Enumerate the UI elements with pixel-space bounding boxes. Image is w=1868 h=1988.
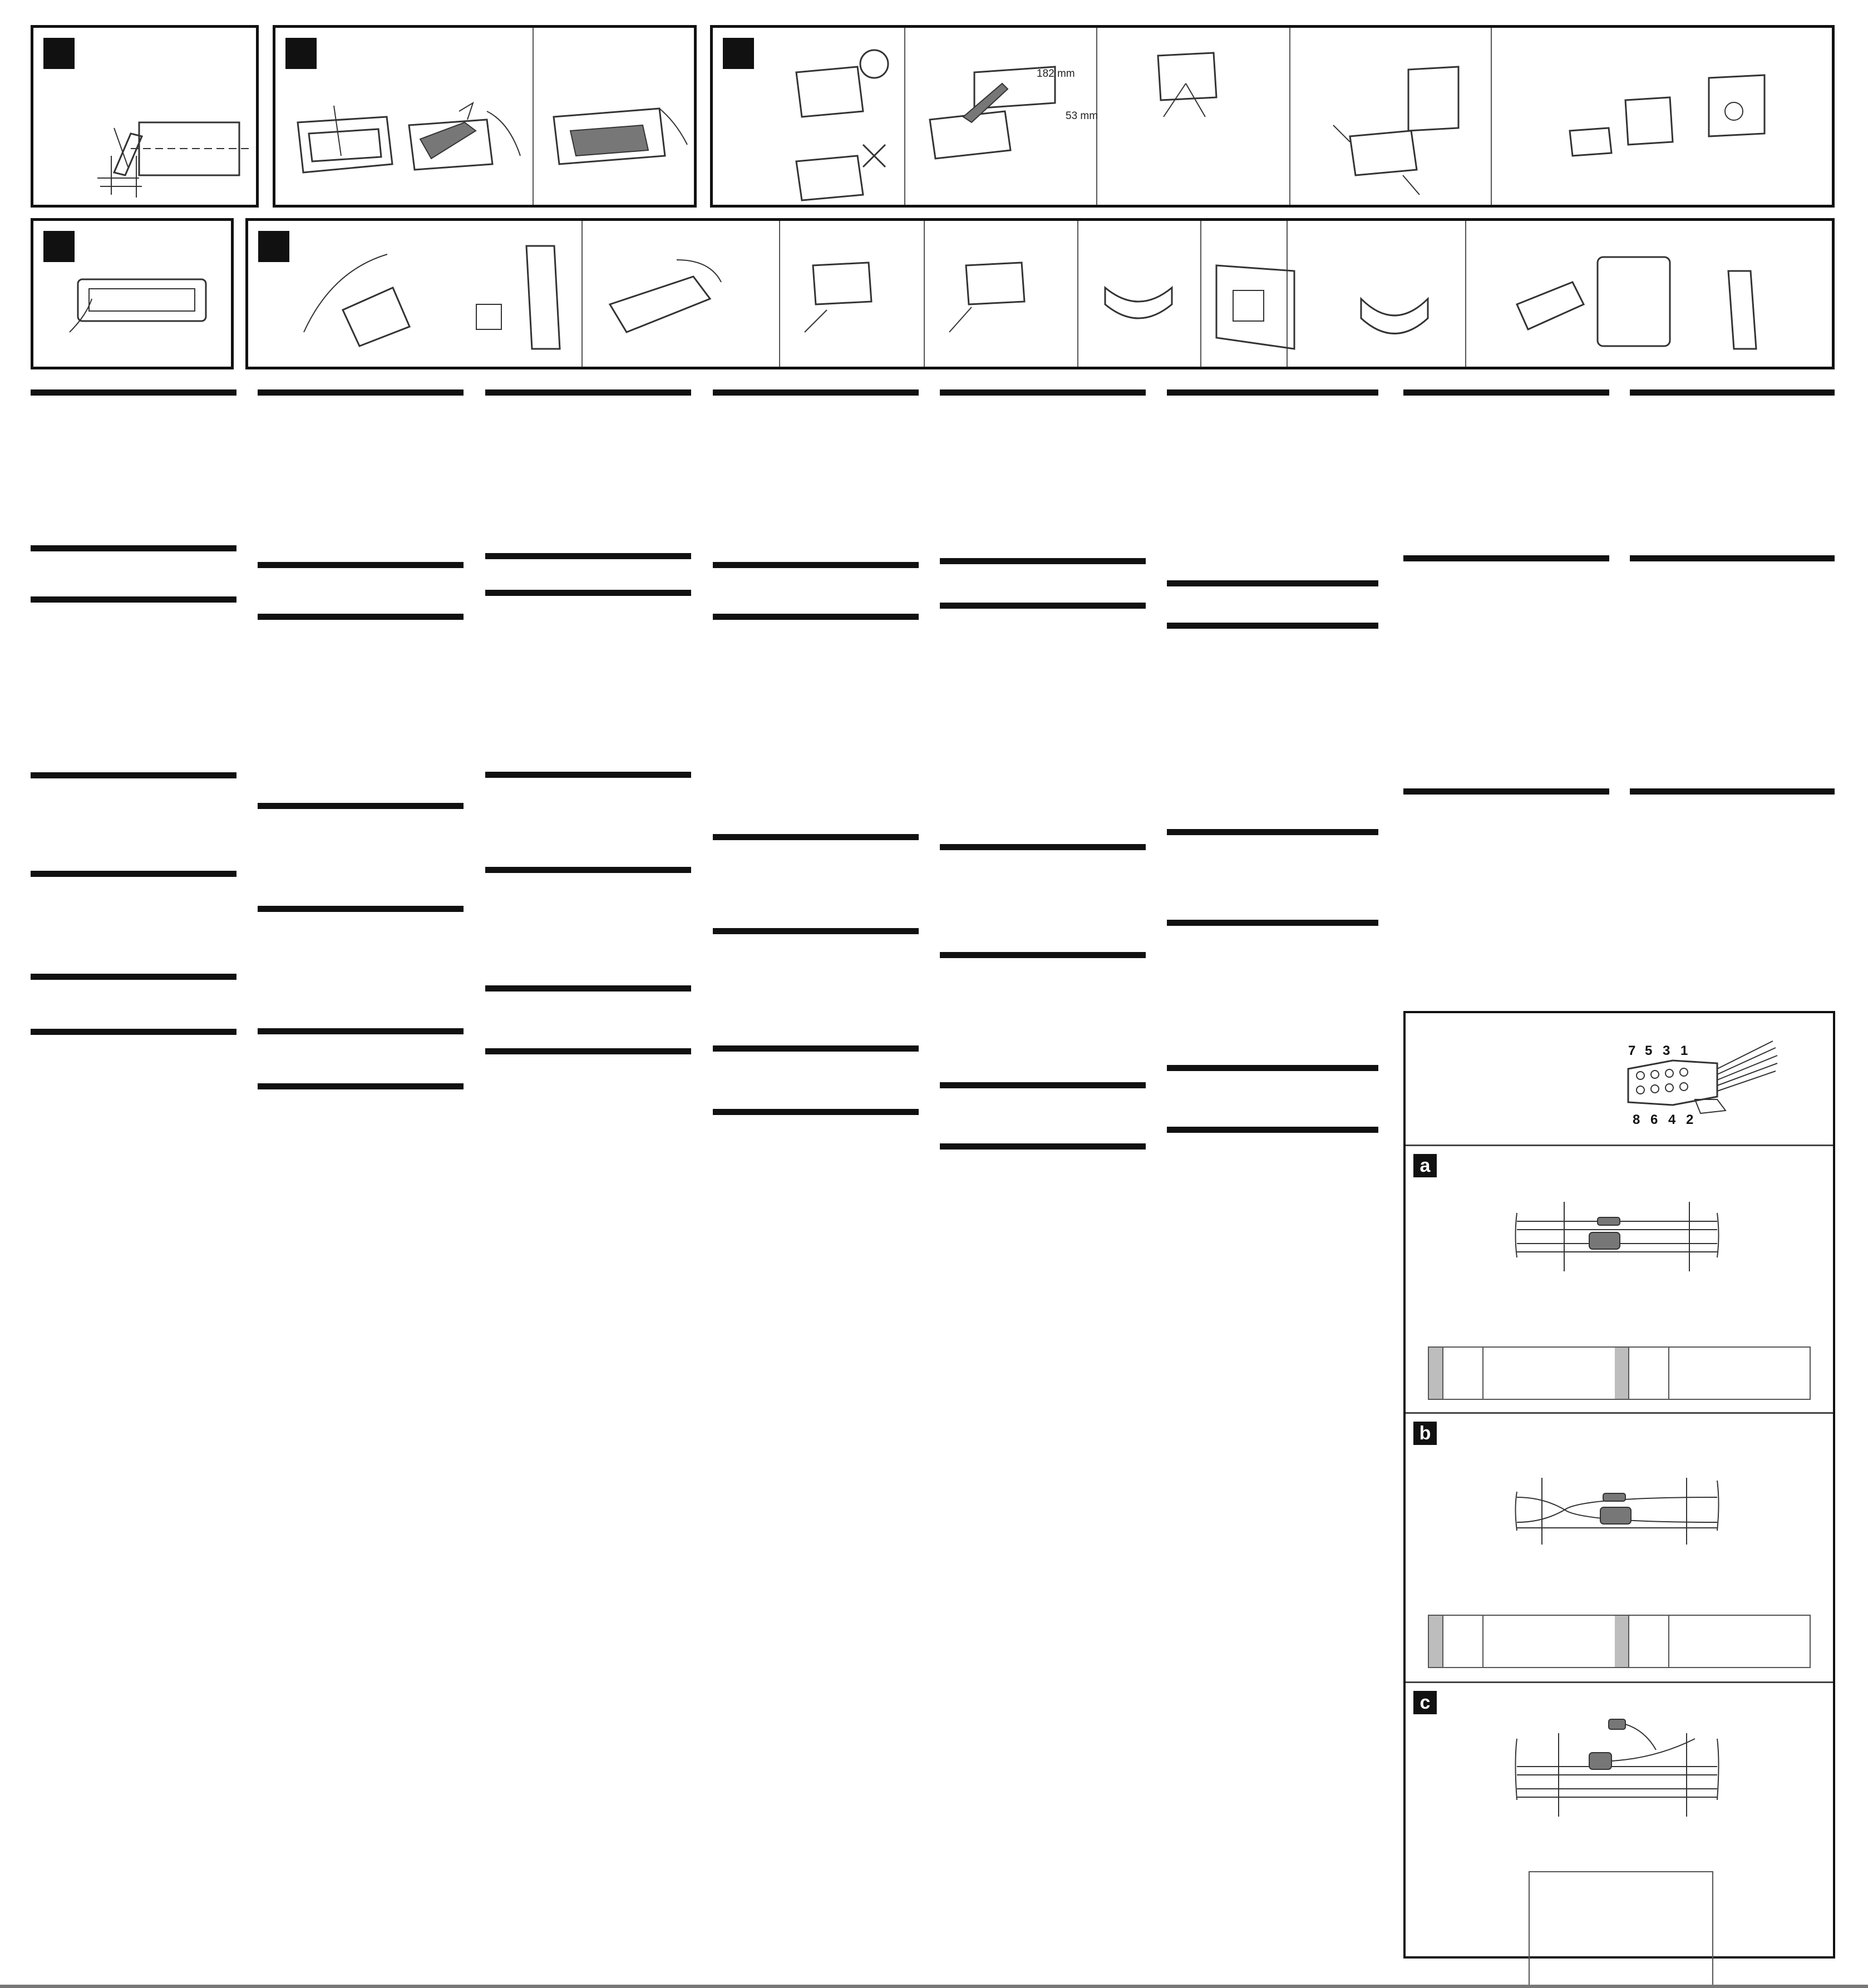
section-rule (31, 1029, 236, 1035)
table-cell (1429, 1616, 1443, 1667)
section-rule (940, 389, 1146, 396)
section-rule (1630, 555, 1835, 561)
section-rule (713, 389, 919, 396)
pin-label: 2 (1686, 1112, 1694, 1127)
panel-letter: a (1413, 1154, 1437, 1177)
table-cell (1628, 1348, 1669, 1399)
remote-installation-drawings (248, 221, 1837, 372)
section-rule (940, 603, 1146, 609)
section-rule (258, 1028, 464, 1034)
table-cell (1429, 1348, 1443, 1399)
section-rule (258, 389, 464, 396)
section-rule (713, 834, 919, 840)
section-rule (485, 1048, 691, 1054)
panel-letter: b (1413, 1422, 1437, 1445)
table-cell (1615, 1348, 1629, 1399)
section-rule (1630, 389, 1835, 396)
section-rule (713, 928, 919, 934)
wiring-panel-a (1406, 1146, 1833, 1412)
figure-panel-2 (273, 25, 697, 208)
section-rule (31, 545, 236, 551)
section-rule (1630, 788, 1835, 795)
section-rule (940, 1082, 1146, 1088)
section-rule (713, 1045, 919, 1052)
section-rule (1167, 920, 1378, 926)
section-rule (713, 562, 919, 568)
pin-label: 8 (1633, 1112, 1640, 1127)
pin-label: 1 (1680, 1043, 1688, 1058)
section-rule (258, 614, 464, 620)
page-bottom-edge (0, 1985, 1868, 1988)
faceplate-removal-drawing (275, 28, 699, 210)
section-rule (940, 558, 1146, 564)
figure-panel-3 (710, 25, 1835, 208)
note-box (1529, 1871, 1713, 1986)
wiring-table (1428, 1346, 1811, 1400)
section-rule (31, 389, 236, 396)
pin-label: 7 (1628, 1043, 1636, 1058)
section-rule (485, 389, 691, 396)
section-rule (1167, 623, 1378, 629)
section-rule (258, 906, 464, 912)
section-rule (485, 590, 691, 596)
section-rule (940, 952, 1146, 958)
section-rule (1403, 788, 1609, 795)
section-rule (1167, 389, 1378, 396)
wiring-table (1428, 1615, 1811, 1668)
pin-label: 5 (1645, 1043, 1653, 1058)
table-cell (1628, 1616, 1669, 1667)
wiring-panel-b (1406, 1414, 1833, 1681)
section-rule (485, 985, 691, 991)
table-cell (1482, 1348, 1616, 1399)
section-rule (713, 1109, 919, 1115)
section-rule (1167, 1065, 1378, 1071)
table-cell (1615, 1616, 1629, 1667)
pin-label: 4 (1668, 1112, 1676, 1127)
figure-panel-1 (31, 25, 259, 208)
table-cell (1442, 1348, 1483, 1399)
mount-width-label: 182 mm (1037, 68, 1075, 80)
section-rule (1167, 580, 1378, 586)
wiring-diagram-box (1403, 1011, 1835, 1959)
wiring-panel-c (1406, 1683, 1833, 1956)
figure-panel-5 (245, 218, 1835, 369)
section-rule (1167, 829, 1378, 835)
mount-height-label: 53 mm (1066, 110, 1098, 122)
front-panel-drawing (33, 221, 236, 372)
installation-drawings (713, 28, 1837, 210)
section-rule (485, 772, 691, 778)
section-rule (940, 1143, 1146, 1150)
section-rule (485, 553, 691, 559)
pin-label: 3 (1663, 1043, 1670, 1058)
connector-drawing (1406, 1013, 1833, 1145)
section-rule (940, 844, 1146, 850)
section-rule (1167, 1127, 1378, 1133)
table-cell (1482, 1616, 1616, 1667)
section-rule (1403, 555, 1609, 561)
figure-panel-4 (31, 218, 234, 369)
section-rule (31, 974, 236, 980)
table-cell (1442, 1616, 1483, 1667)
section-rule (258, 562, 464, 568)
section-rule (485, 867, 691, 873)
section-rule (258, 1083, 464, 1089)
connector-section (1406, 1013, 1833, 1145)
section-rule (31, 772, 236, 778)
section-rule (258, 803, 464, 809)
section-rule (31, 596, 236, 603)
section-rule (31, 871, 236, 877)
tool-drawing (33, 28, 262, 210)
panel-letter: c (1413, 1691, 1437, 1714)
section-rule (713, 614, 919, 620)
section-rule (1403, 389, 1609, 396)
pin-label: 6 (1650, 1112, 1658, 1127)
